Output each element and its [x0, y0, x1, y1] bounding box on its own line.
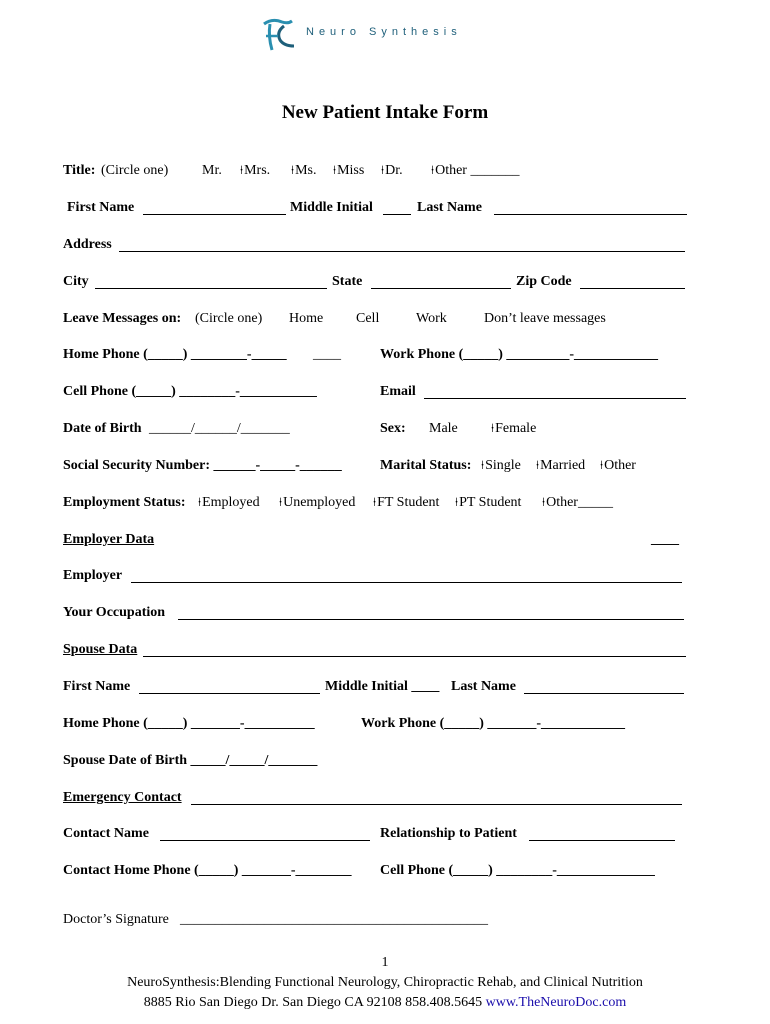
- marital-label: Marital Status:: [380, 458, 472, 473]
- city-label: City: [63, 274, 89, 289]
- employment-option-employed[interactable]: ⍿Employed: [198, 495, 260, 510]
- title-option-mrs[interactable]: ⍿Mrs.: [240, 163, 271, 178]
- home-phone-tail: ____: [313, 347, 341, 362]
- checkbox-icon: ⍿: [240, 163, 244, 177]
- contact-name-label: Contact Name: [63, 826, 149, 841]
- dob-field[interactable]: ______/______/_______: [149, 421, 290, 436]
- logo-brand-text: Neuro Synthesis: [306, 26, 462, 38]
- checkbox-icon: ⍿: [431, 163, 435, 177]
- dob-label: Date of Birth: [63, 421, 142, 436]
- messages-option-work[interactable]: Work: [416, 311, 447, 326]
- footer-address: 8885 Rio San Diego Dr. San Diego CA 92108 858.408.5645: [143, 995, 483, 1010]
- email-field[interactable]: [424, 386, 686, 399]
- relationship-field[interactable]: [529, 828, 675, 841]
- emergency-contact-rule: [191, 792, 682, 805]
- marital-option-single[interactable]: ⍿Single: [481, 458, 521, 473]
- relationship-label: Relationship to Patient: [380, 826, 517, 841]
- spouse-data-heading: Spouse Data: [63, 642, 138, 657]
- marital-option-married[interactable]: ⍿Married: [536, 458, 586, 473]
- checkbox-icon: ⍿: [291, 163, 295, 177]
- title-option-mr[interactable]: Mr.: [202, 163, 222, 178]
- cell-phone-field[interactable]: Cell Phone (_____) ________-___________: [63, 384, 317, 399]
- footer-website-link[interactable]: www.TheNeuroDoc.com: [485, 995, 627, 1010]
- employment-option-ft-student[interactable]: ⍿FT Student: [373, 495, 440, 510]
- title-option-other[interactable]: ⍿Other _______: [431, 163, 520, 178]
- employer-data-heading-row: [63, 532, 683, 550]
- checkbox-icon: ⍿: [455, 495, 459, 509]
- checkbox-icon: ⍿: [600, 458, 604, 472]
- title-option-dr[interactable]: ⍿Dr.: [381, 163, 403, 178]
- emergency-contact-heading: Emergency Contact: [63, 790, 182, 805]
- employer-field[interactable]: [131, 570, 682, 583]
- sex-label: Sex:: [380, 421, 406, 436]
- zip-field[interactable]: [580, 276, 685, 289]
- sex-option-male[interactable]: Male: [429, 421, 458, 436]
- page-number: 1: [381, 955, 389, 970]
- contact-name-field[interactable]: [160, 828, 370, 841]
- spouse-home-phone-field[interactable]: Home Phone (_____) _______-__________: [63, 716, 315, 731]
- ssn-field[interactable]: Social Security Number: ______-_____-______: [63, 458, 342, 473]
- neurosynthesis-logo: [258, 16, 518, 56]
- sex-option-female[interactable]: ⍿Female: [491, 421, 537, 436]
- employment-option-pt-student[interactable]: ⍿PT Student: [455, 495, 522, 510]
- checkbox-icon: ⍿: [542, 495, 546, 509]
- employment-label: Employment Status:: [63, 495, 186, 510]
- spouse-work-phone-field[interactable]: Work Phone (_____) _______-____________: [361, 716, 626, 731]
- messages-label: Leave Messages on:: [63, 311, 182, 326]
- page-footer: [0, 953, 770, 1013]
- zip-label: Zip Code: [516, 274, 572, 289]
- signature-label: Doctor’s Signature: [63, 912, 169, 927]
- first-name-label: First Name: [67, 200, 135, 215]
- marital-option-other[interactable]: ⍿Other: [600, 458, 636, 473]
- contact-cell-phone-field[interactable]: Cell Phone (_____) ________-______________: [380, 863, 655, 878]
- contact-home-phone-field[interactable]: Contact Home Phone (_____) _______-________: [63, 863, 352, 878]
- title-note: (Circle one): [101, 163, 169, 178]
- state-label: State: [332, 274, 363, 289]
- employer-data-tail: ____: [651, 532, 679, 547]
- last-name-field[interactable]: [494, 202, 687, 215]
- checkbox-icon: ⍿: [481, 458, 485, 472]
- spouse-dob-field[interactable]: Spouse Date of Birth _____/_____/_______: [63, 753, 318, 768]
- checkbox-icon: ⍿: [491, 421, 495, 435]
- footer-tagline: NeuroSynthesis:Blending Functional Neurology, Chiropractic Rehab, and Clinical Nutrition: [127, 975, 643, 990]
- middle-initial-label: Middle Initial: [290, 200, 373, 215]
- spouse-data-rule: [143, 644, 686, 657]
- footer-address-line: [0, 993, 770, 1013]
- first-name-field[interactable]: [143, 202, 286, 215]
- middle-initial-field[interactable]: [383, 202, 411, 215]
- address-label: Address: [63, 237, 112, 252]
- checkbox-icon: ⍿: [279, 495, 283, 509]
- employment-option-other[interactable]: ⍿Other_____: [542, 495, 613, 510]
- messages-option-home[interactable]: Home: [289, 311, 324, 326]
- spouse-last-name-label: Last Name: [451, 679, 516, 694]
- spouse-middle-initial-field[interactable]: Middle Initial ____: [325, 679, 440, 694]
- occupation-field[interactable]: [178, 607, 684, 620]
- employer-label: Employer: [63, 568, 123, 583]
- page-title: New Patient Intake Form: [281, 102, 489, 123]
- spouse-first-name-field[interactable]: [139, 681, 320, 694]
- checkbox-icon: ⍿: [333, 163, 337, 177]
- checkbox-icon: ⍿: [198, 495, 202, 509]
- home-phone-field[interactable]: Home Phone (_____) ________-_____: [63, 347, 287, 362]
- state-field[interactable]: [371, 276, 511, 289]
- checkbox-icon: ⍿: [373, 495, 377, 509]
- checkbox-icon: ⍿: [381, 163, 385, 177]
- messages-note: (Circle one): [195, 311, 263, 326]
- title-label: Title:: [63, 163, 96, 178]
- work-phone-field[interactable]: Work Phone (_____) _________-____________: [380, 347, 659, 362]
- logo-mark-icon: [258, 16, 298, 56]
- spouse-last-name-field[interactable]: [524, 681, 684, 694]
- city-field[interactable]: [95, 276, 327, 289]
- address-field[interactable]: [119, 239, 685, 252]
- title-option-miss[interactable]: ⍿Miss: [333, 163, 365, 178]
- occupation-label: Your Occupation: [63, 605, 166, 620]
- email-label: Email: [380, 384, 416, 399]
- title-option-ms[interactable]: ⍿Ms.: [291, 163, 317, 178]
- checkbox-icon: ⍿: [536, 458, 540, 472]
- messages-option-none[interactable]: Don’t leave messages: [484, 311, 606, 326]
- messages-option-cell[interactable]: Cell: [356, 311, 380, 326]
- spouse-first-name-label: First Name: [63, 679, 131, 694]
- employer-data-heading: Employer Data: [63, 532, 155, 547]
- last-name-label: Last Name: [417, 200, 482, 215]
- employment-option-unemployed[interactable]: ⍿Unemployed: [279, 495, 356, 510]
- signature-field[interactable]: ____________________________________________: [180, 912, 488, 927]
